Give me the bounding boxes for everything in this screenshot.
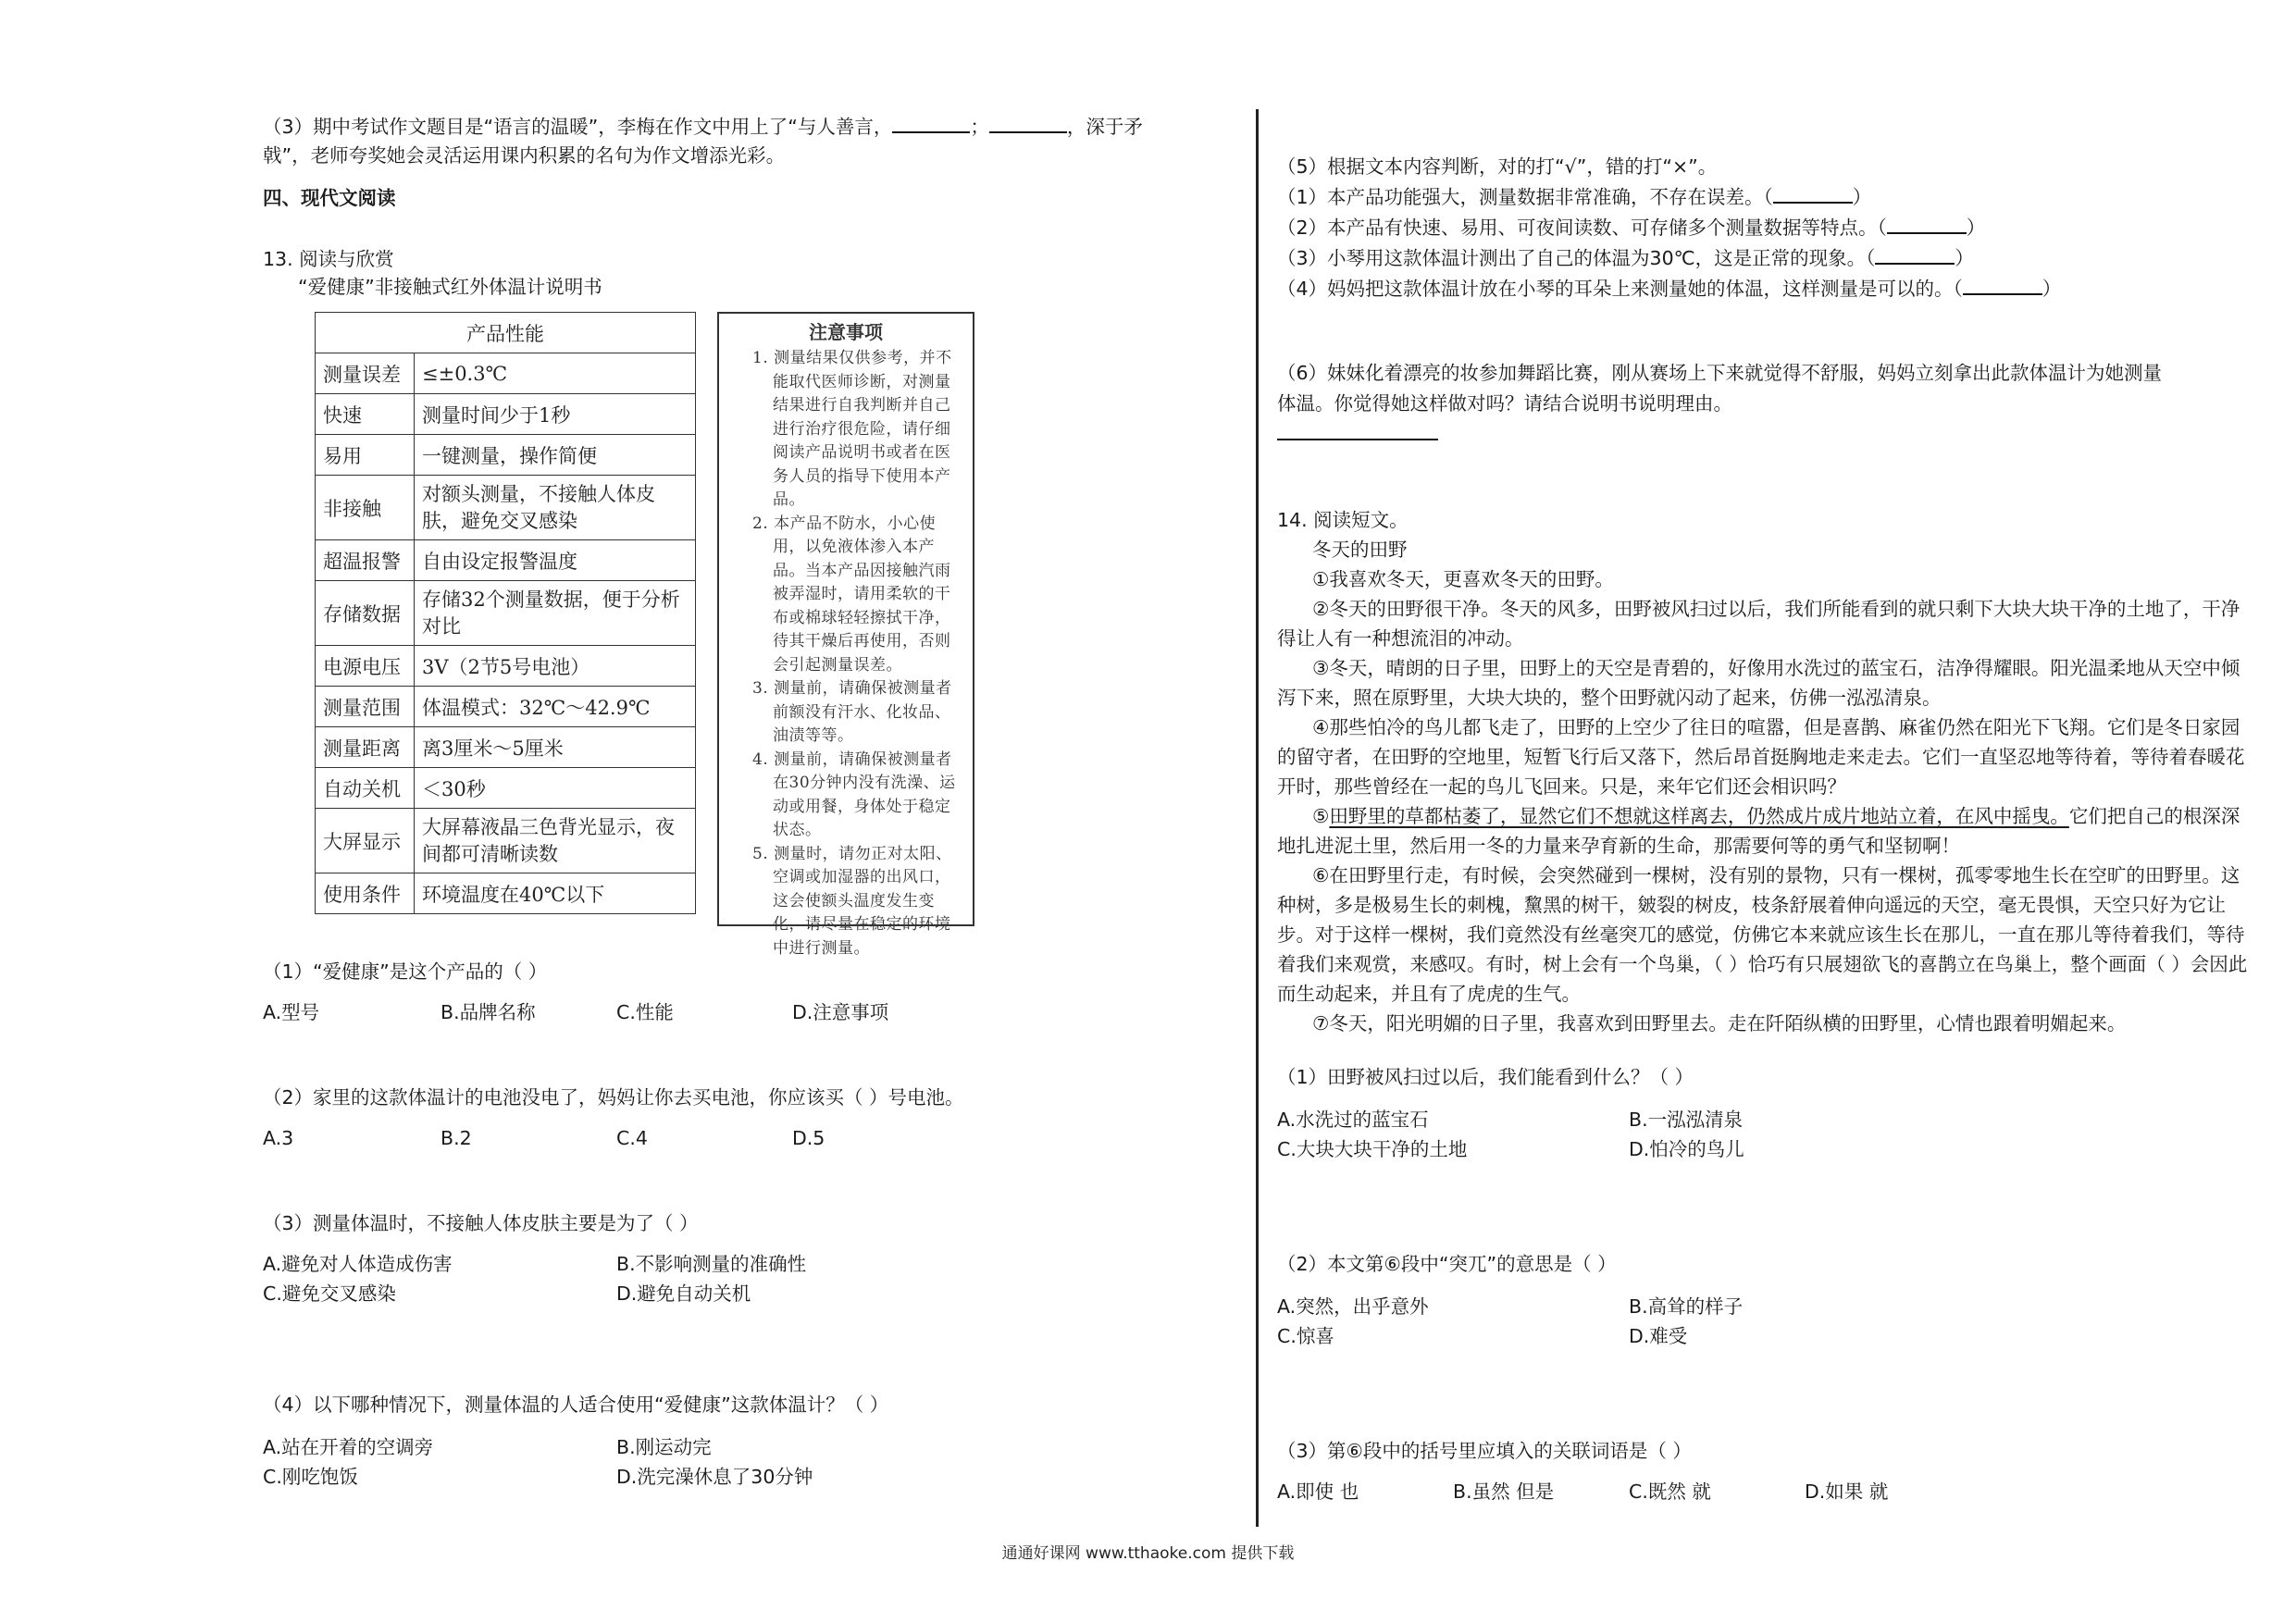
table-header: 产品性能: [316, 313, 696, 353]
judge-item: （1）本产品功能强大，测量数据非常准确，不存在误差。（ ）: [1277, 181, 1871, 212]
judge-item: （2）本产品有快速、易用、可夜间读数、可存储多个测量数据等特点。（ ）: [1277, 212, 1985, 242]
fill-question-3-line2: 戟”，老师夸奖她会灵活运用课内积累的名句为作文增添光彩。: [263, 144, 786, 167]
answer-blank[interactable]: [1963, 273, 2042, 295]
option-d[interactable]: D.注意事项: [792, 1001, 889, 1023]
option-d[interactable]: D.怕冷的鸟儿: [1629, 1138, 1744, 1160]
option-a[interactable]: A.突然，出乎意外: [1277, 1295, 1429, 1318]
table-row: 超温报警 自由设定报警温度: [316, 540, 696, 581]
option-c[interactable]: C.大块大块干净的土地: [1277, 1138, 1468, 1160]
option-c[interactable]: C.性能: [616, 1001, 674, 1023]
option-b[interactable]: B.品牌名称: [441, 1001, 536, 1023]
option-c[interactable]: C.惊喜: [1277, 1325, 1334, 1347]
note-item: 2. 本产品不防水，小心使用，以免液体渗入本产品。当本产品因接触汽雨被弄湿时，请用柔软的干布或棉球轻轻擦拭干净，待其干燥后再使用，否则会引起测量误差。: [752, 514, 951, 675]
note-item: 4. 测量前，请确保被测量者在30分钟内没有洗澡、运动或用餐，身体处于稳定状态。: [752, 750, 956, 839]
option-b[interactable]: B.一泓泓清泉: [1629, 1109, 1744, 1131]
option-d[interactable]: D.洗完澡休息了30分钟: [616, 1466, 813, 1488]
essay-title: 冬天的田野: [1312, 539, 1408, 561]
column-divider: [1256, 109, 1259, 1527]
option-a[interactable]: A.型号: [263, 1001, 320, 1023]
option-b[interactable]: B.刚运动完: [616, 1436, 712, 1458]
question-stem: （1）“爱健康”是这个产品的（ ）: [263, 960, 548, 983]
judge-item: （3）小琴用这款体温计测出了自己的体温为30℃，这是正常的现象。（ ）: [1277, 242, 1974, 273]
judge-item: （4）妈妈把这款体温计放在小琴的耳朵上来测量她的体温，这样测量是可以的。（ ）: [1277, 273, 2061, 304]
underlined-sentence: 田野里的草都枯萎了，显然它们不想就这样离去，仍然成片成片地站立着，在风中摇曳。: [1329, 805, 2069, 827]
paragraph: ②冬天的田野很干净。冬天的风多，田野被风扫过以后，我们所能看到的就只剩下大块大块干净的土地了，干净得让人有一种想流泪的冲动。: [1277, 598, 2240, 650]
option-c[interactable]: C.4: [616, 1127, 648, 1149]
answer-blank[interactable]: [1875, 242, 1955, 265]
paragraph: ⑤田野里的草都枯萎了，显然它们不想就这样离去，仍然成片成片地站立着，在风中摇曳。它们把自己的根深深地扎进泥土里，然后用一冬的力量来孕育新的生命，那需要何等的勇气和坚韧啊！: [1277, 805, 2240, 857]
table-row: 非接触 对额头测量，不接触人体皮肤，避免交叉感染: [316, 476, 696, 540]
table-row: 易用 一键测量，操作简便: [316, 435, 696, 476]
notes-title: 注意事项: [809, 321, 883, 343]
question-6-line2: 体温。你觉得她这样做对吗？请结合说明书说明理由。: [1277, 392, 1732, 415]
footer-text: 通通好课网 www.tthaoke.com 提供下载: [1001, 1544, 1295, 1563]
manual-title: “爱健康”非接触式红外体温计说明书: [298, 276, 602, 298]
question-stem: （3）第⑥段中的括号里应填入的关联词语是（ ）: [1277, 1440, 1692, 1462]
option-d[interactable]: D.避免自动关机: [616, 1282, 751, 1305]
answer-blank[interactable]: [1887, 212, 1967, 234]
answer-line[interactable]: [1277, 439, 1438, 440]
essay-body: [1277, 564, 2249, 1038]
table-row: 使用条件 环境温度在40℃以下: [316, 873, 696, 914]
table-row: 测量误差 ≤±0.3℃: [316, 353, 696, 394]
option-d[interactable]: D.5: [792, 1127, 825, 1149]
option-b[interactable]: B.2: [441, 1127, 472, 1149]
table-row: 测量距离 离3厘米～5厘米: [316, 727, 696, 768]
option-b[interactable]: B.不影响测量的准确性: [616, 1253, 807, 1275]
question-13-title: 13. 阅读与欣赏: [263, 248, 394, 270]
note-item: 1. 测量结果仅供参考，并不能取代医师诊断，对测量结果进行自我判断并自己进行治疗很危险，请仔细阅读产品说明书或者在医务人员的指导下使用本产品。: [752, 349, 952, 509]
option-b[interactable]: B.虽然 但是: [1453, 1481, 1555, 1503]
table-row: 存储数据 存储32个测量数据，便于分析对比: [316, 581, 696, 646]
fill-question-3: （3）期中考试作文题目是“语言的温暖”，李梅在作文中用上了“与人善言， ； ，深于矛: [263, 111, 1143, 142]
question-6-line1: （6）妹妹化着漂亮的妆参加舞蹈比赛，刚从赛场上下来就觉得不舒服，妈妈立刻拿出此款体温计为她测量: [1277, 362, 2163, 384]
table-row: 快速 测量时间少于1秒: [316, 394, 696, 435]
note-item: 3. 测量前，请确保被测量者前额没有汗水、化妆品、油渍等等。: [752, 679, 952, 745]
question-stem: （1）田野被风扫过以后，我们能看到什么？（ ）: [1277, 1066, 1694, 1088]
notes-box: [717, 312, 974, 958]
table-row: 电源电压 3V（2节5号电池）: [316, 646, 696, 687]
option-a[interactable]: A.即使 也: [1277, 1481, 1359, 1503]
option-a[interactable]: A.水洗过的蓝宝石: [1277, 1109, 1429, 1131]
paragraph: ⑦冬天，阳光明媚的日子里，我喜欢到田野里去。走在阡陌纵横的田野里，心情也跟着明媚起来。: [1312, 1012, 2127, 1035]
option-c[interactable]: C.刚吃饱饭: [263, 1466, 358, 1488]
option-b[interactable]: B.高耸的样子: [1629, 1295, 1744, 1318]
option-d[interactable]: D.如果 就: [1805, 1481, 1889, 1503]
note-item: 5. 测量时，请勿正对太阳、空调或加湿器的出风口，这会使额头温度发生变化，请尽量在稳定的环境中进行测量。: [752, 844, 952, 958]
answer-blank[interactable]: [892, 111, 970, 133]
question-14-title: 14. 阅读短文。: [1277, 509, 1409, 531]
table-row: 大屏显示 大屏幕液晶三色背光显示，夜间都可清晰读数: [316, 809, 696, 873]
product-spec-table: [315, 312, 696, 914]
question-stem: （2）家里的这款体温计的电池没电了，妈妈让你去买电池，你应该买（ ）号电池。: [263, 1086, 964, 1109]
answer-blank[interactable]: [1773, 181, 1853, 204]
section-title: 四、现代文阅读: [263, 187, 396, 209]
question-5-stem: （5）根据文本内容判断，对的打“√”，错的打“×”。: [1277, 155, 1718, 178]
paragraph: ③冬天，晴朗的日子里，田野上的天空是青碧的，好像用水洗过的蓝宝石，洁净得耀眼。阳光温柔地从天空中倾泻下来，照在原野里，大块大块的，整个田野就闪动了起来，仿佛一泓泓清泉。: [1277, 657, 2240, 709]
paragraph: ⑥在田野里行走，有时候，会突然碰到一棵树，没有别的景物，只有一棵树，孤零零地生长在空旷的田野里。这种树，多是极易生长的刺槐，黧黑的树干，皴裂的树皮，枝条舒展着伸向遥远的天空，毫无畏惧，天空只好为它让步。对于这样一棵树，我们竟然没有丝毫突兀的感觉，仿佛它本来就应该生长在那儿，一直在那儿等待着我们，等待着我们来观赏，来感叹。有时，树上会有一个鸟巢，（ ）恰巧有只展翅欲飞的喜鹊立在鸟巢上，整个画面（ ）会因此而生动起来，并且有了虎虎的生气。: [1277, 864, 2248, 1005]
question-stem: （2）本文第⑥段中“突兀”的意思是（ ）: [1277, 1253, 1617, 1275]
question-stem: （3）测量体温时，不接触人体皮肤主要是为了（ ）: [263, 1212, 699, 1234]
option-d[interactable]: D.难受: [1629, 1325, 1688, 1347]
paragraph: ①我喜欢冬天，更喜欢冬天的田野。: [1312, 568, 1614, 590]
answer-blank[interactable]: [989, 111, 1067, 133]
option-a[interactable]: A.3: [263, 1127, 294, 1149]
table-row: 测量范围 体温模式：32℃～42.9℃: [316, 687, 696, 727]
option-a[interactable]: A.站在开着的空调旁: [263, 1436, 434, 1458]
option-a[interactable]: A.避免对人体造成伤害: [263, 1253, 453, 1275]
option-c[interactable]: C.避免交叉感染: [263, 1282, 396, 1305]
question-stem: （4）以下哪种情况下，测量体温的人适合使用“爱健康”这款体温计？（ ）: [263, 1394, 889, 1416]
option-c[interactable]: C.既然 就: [1629, 1481, 1711, 1503]
paragraph: ④那些怕冷的鸟儿都飞走了，田野的上空少了往日的喧嚣，但是喜鹊、麻雀仍然在阳光下飞翔。它们是冬日家园的留守者，在田野的空地里，短暂飞行后又落下，然后昂首挺胸地走来走去。它们一直坚忍地等待着，等待着春暖花开时，那些曾经在一起的鸟儿飞回来。只是，来年它们还会相识吗？: [1277, 716, 2245, 798]
table-row: 自动关机 ＜30秒: [316, 768, 696, 809]
